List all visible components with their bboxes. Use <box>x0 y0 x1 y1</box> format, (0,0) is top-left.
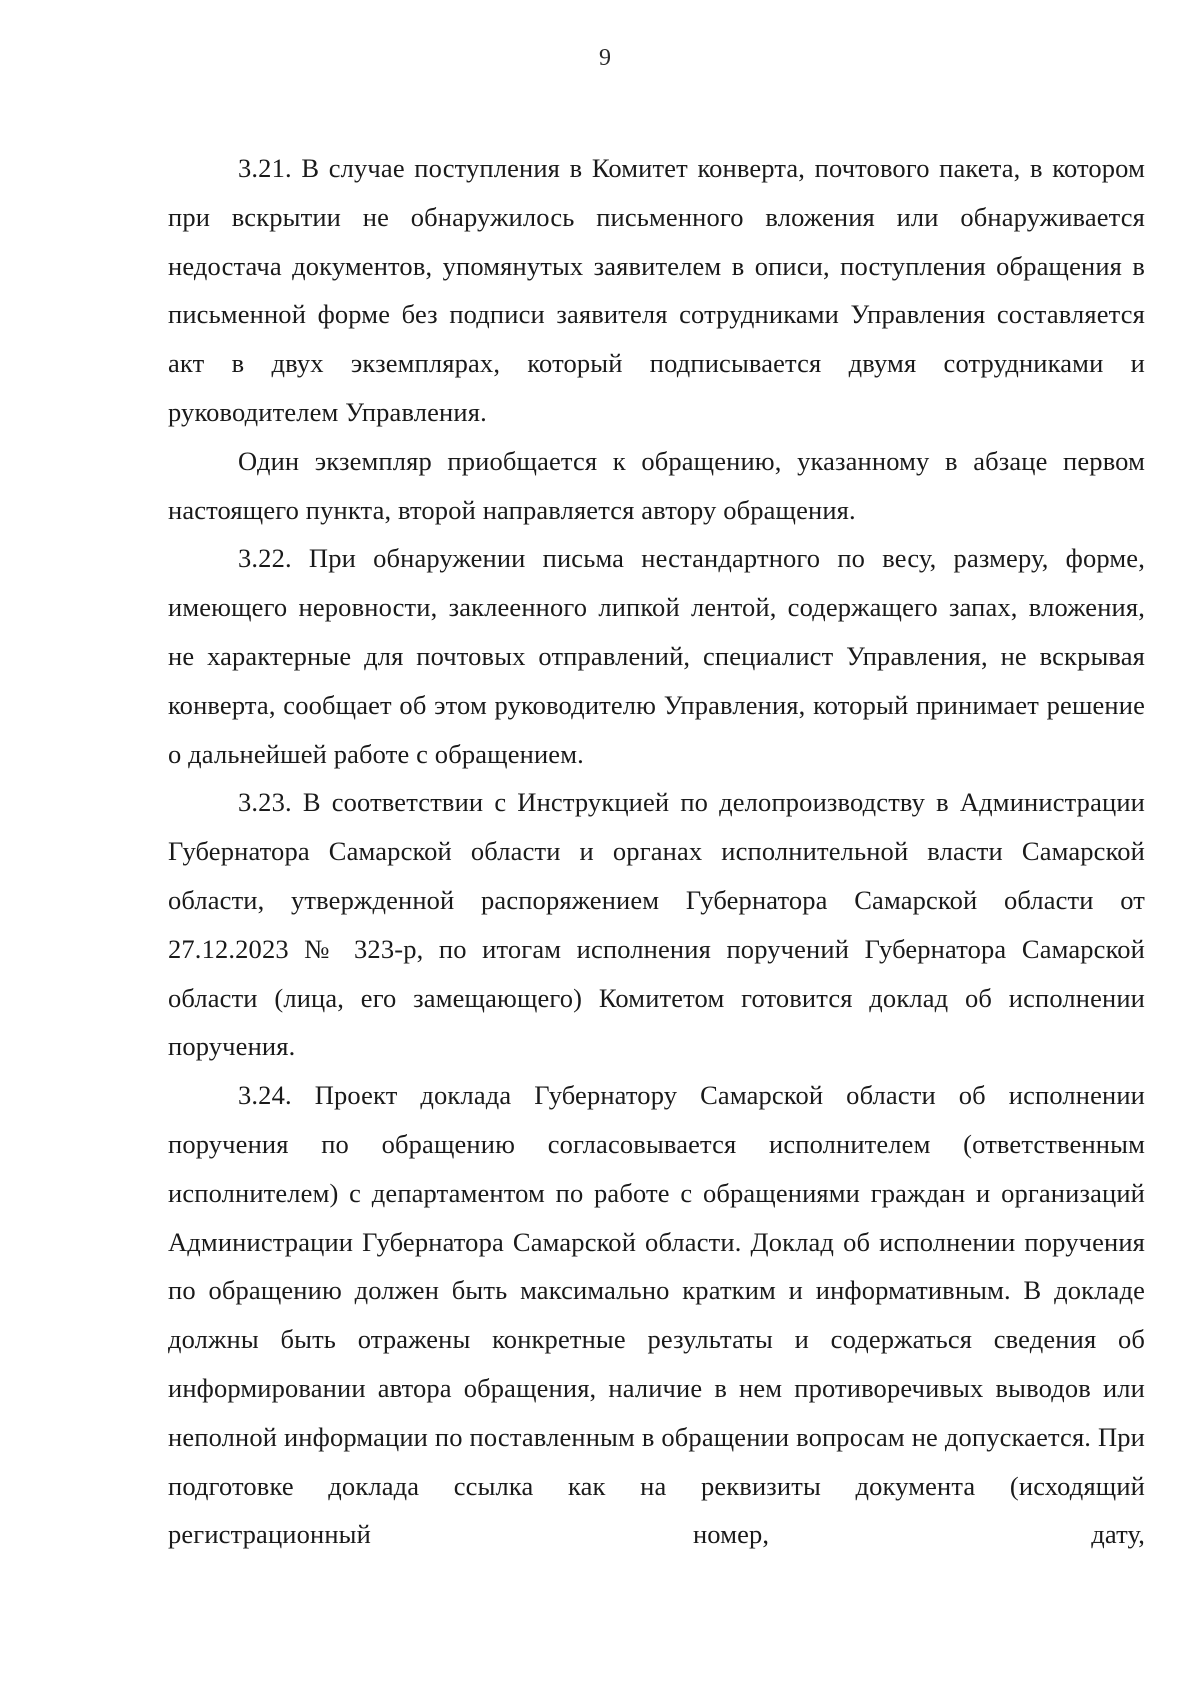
document-body <box>168 144 1145 1559</box>
paragraph-3-24: 3.24. Проект доклада Губернатору Самарской области об исполнении поручения по обращению согласовывается исполнителем (ответственным исполнителем) с департаментом по работе с обращениями граждан и организаций Администрации Губернатора Самарской области. Доклад об исполнении поручения по обращению должен быть максимально кратким и информативным. В докладе должны быть отражены конкретные результаты и содержаться сведения об информировании автора обращения, наличие в нем противоречивых выводов или неполной информации по поставленным в обращении вопросам не допускается. При подготовке доклада ссылка как на реквизиты документа (исходящий регистрационный номер, дату, <box>168 1080 1145 1550</box>
paragraph-3-21: 3.21. В случае поступления в Комитет конверта, почтового пакета, в котором при вскрытии не обнаружилось письменного вложения или обнаруживается недостача документов, упомянутых заявителем в описи, поступления обращения в письменной форме без подписи заявителя сотрудниками Управления составляется акт в двух экземплярах, который подписывается двумя сотрудниками и руководителем Управления. <box>168 153 1145 427</box>
paragraph-3-22: 3.22. При обнаружении письма нестандартного по весу, размеру, форме, имеющего неровности, заклеенного липкой лентой, содержащего запах, вложения, не характерные для почтовых отправлений, специалист Управления, не вскрывая конверта, сообщает об этом руководителю Управления, который принимает решение о дальнейшей работе с обращением. <box>168 543 1145 769</box>
paragraph-3-21-copy: Один экземпляр приобщается к обращению, указанному в абзаце первом настоящего пункта, второй направляется автору обращения. <box>168 445 1145 525</box>
paragraph-3-23: 3.23. В соответствии с Инструкцией по делопроизводству в Администрации Губернатора Самарской области и органах исполнительной власти Самарской области, утвержденной распоряжением Губернатора Самарской области от 27.12.2023 № 323-р, по итогам исполнения поручений Губернатора Самарской области (лица, его замещающего) Комитетом готовится доклад об исполнении поручения. <box>168 787 1145 1062</box>
page-number: 9 <box>599 45 611 71</box>
